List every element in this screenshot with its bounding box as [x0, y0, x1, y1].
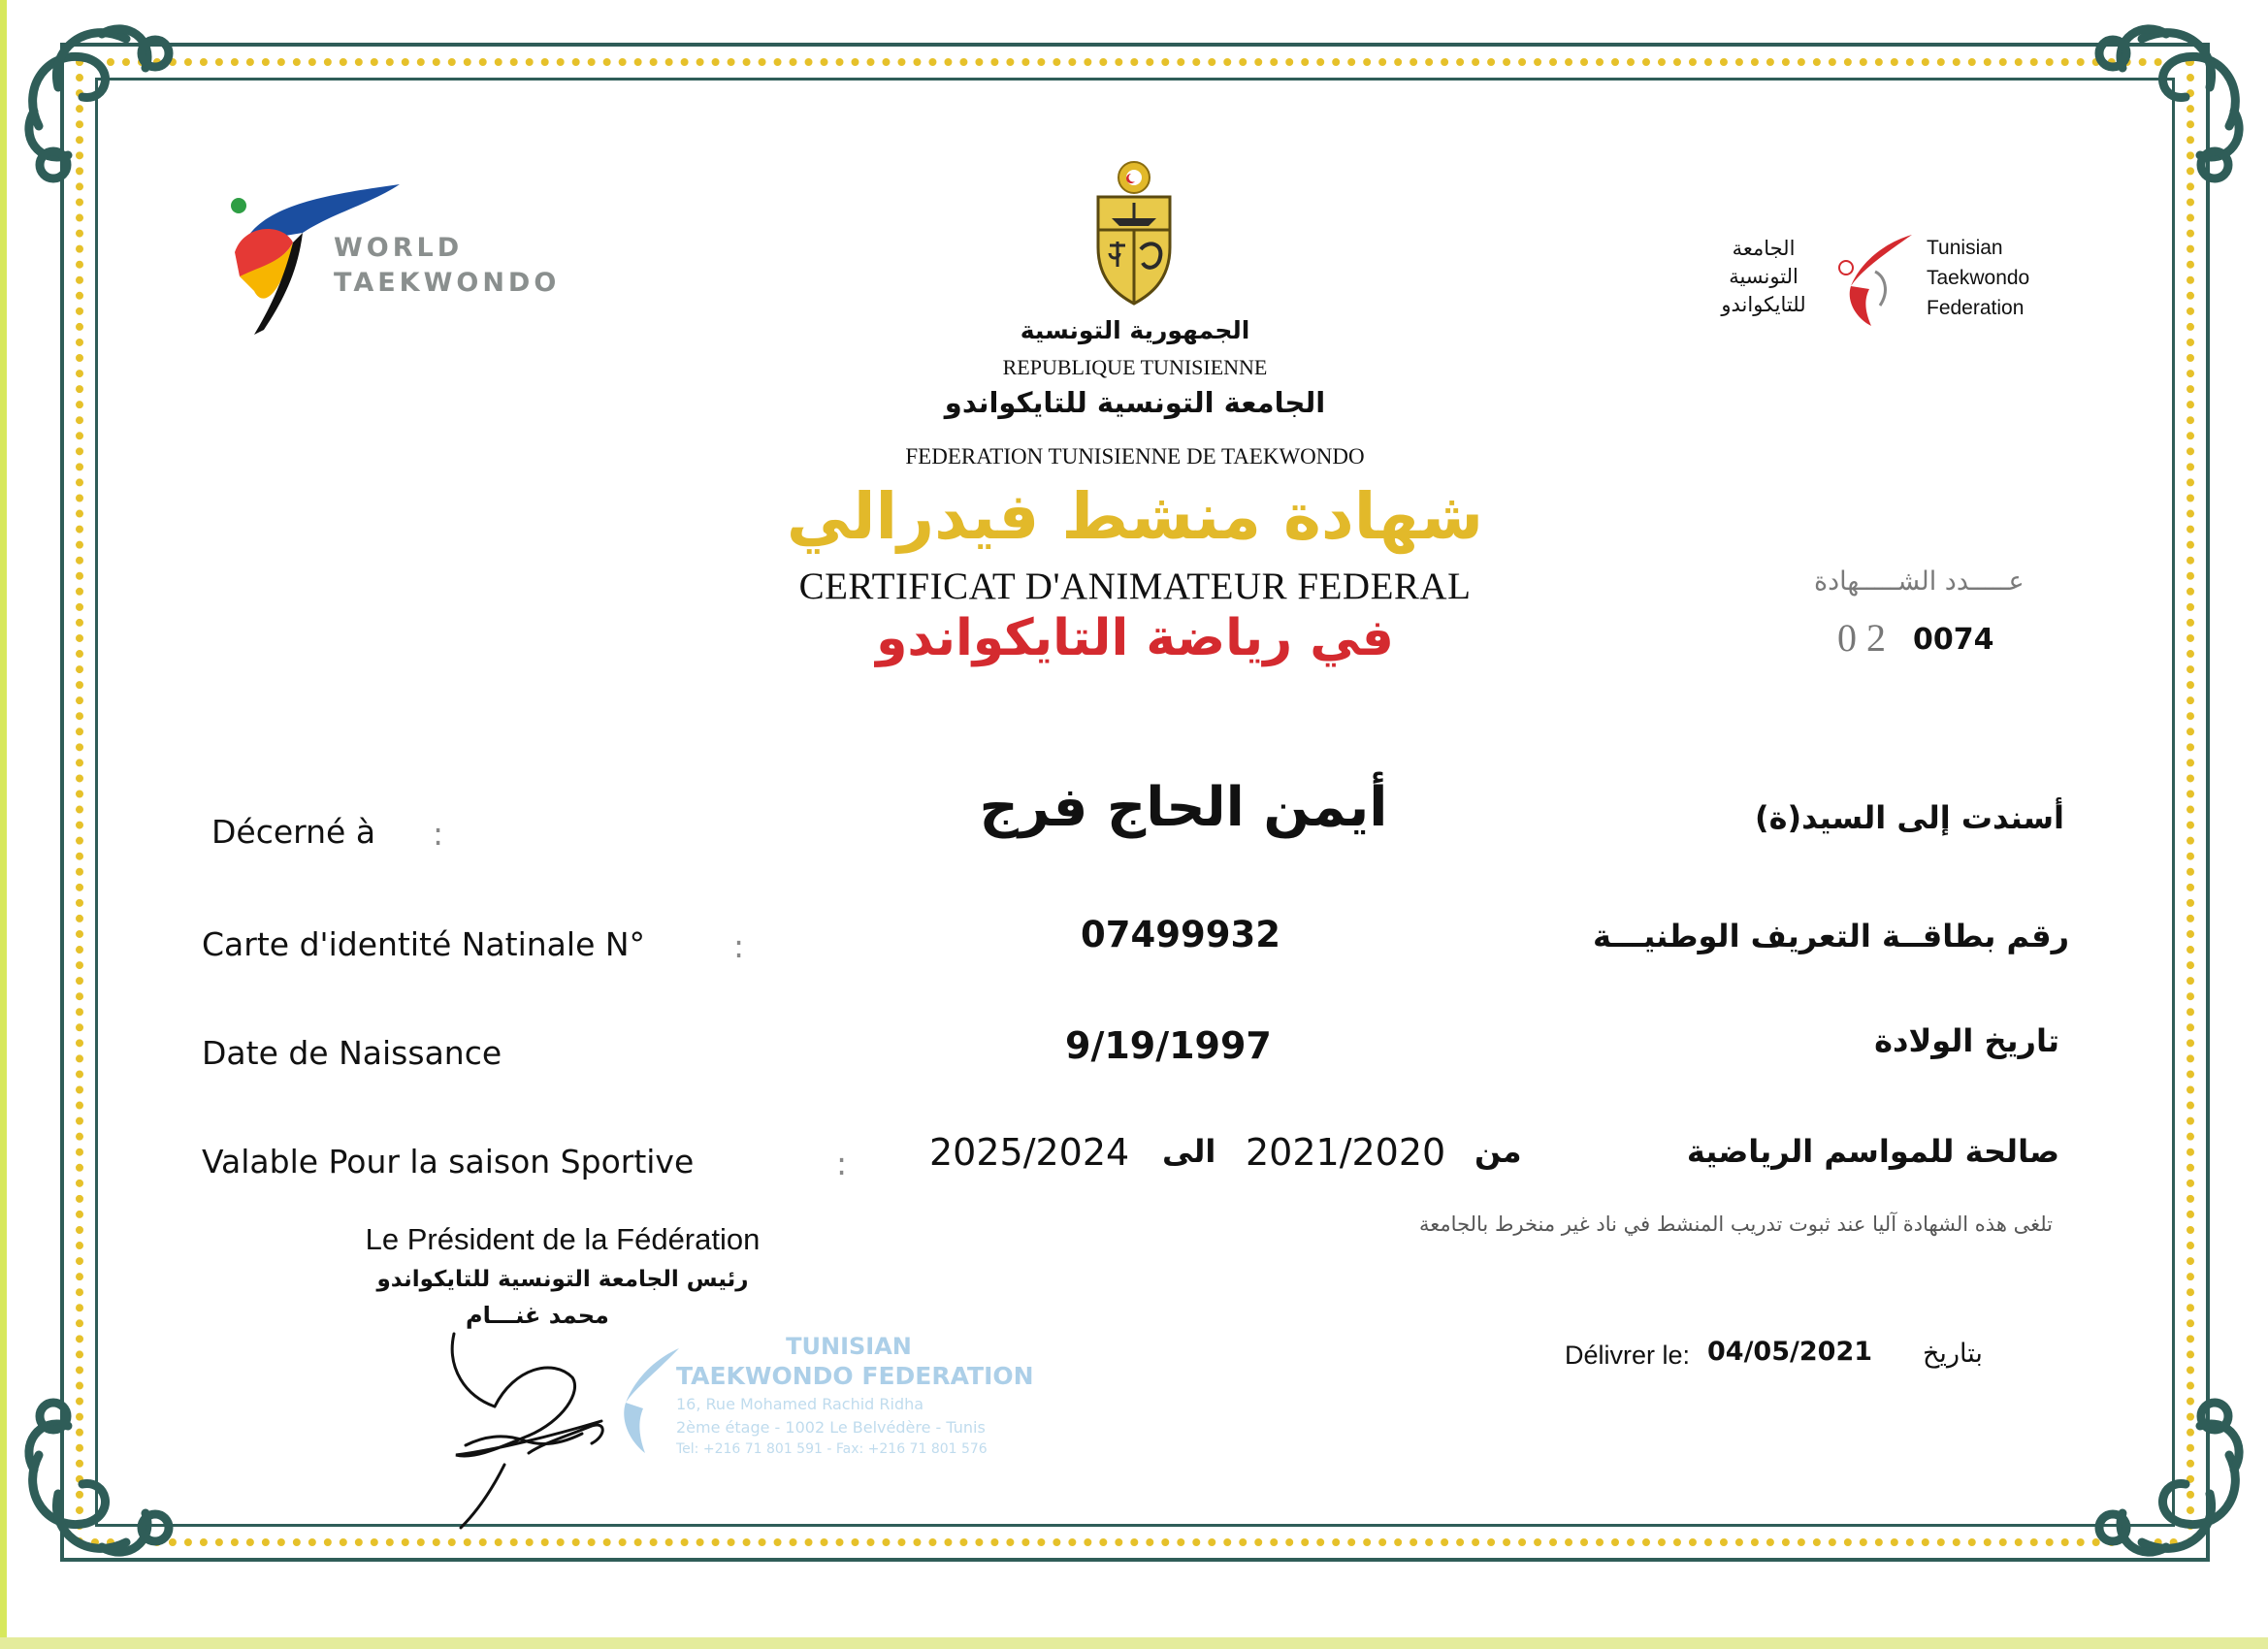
republic-arabic: الجمهورية التونسية [1020, 316, 1250, 344]
republic-french: REPUBLIQUE TUNISIENNE [1002, 355, 1268, 379]
id-card-number: 07499932 [1081, 914, 1280, 955]
ttf-logo-english-line3: Federation [1927, 297, 2025, 319]
recipient-name: أيمن الحاج فرج [979, 776, 1388, 839]
birth-date: 9/19/1997 [1065, 1024, 1272, 1067]
tunisian-taekwondo-federation-logo [1705, 233, 2045, 340]
corner-ornament-bottom-right [2064, 1377, 2258, 1571]
federation-arabic: الجامعة التونسية للتايكواندو [944, 386, 1326, 419]
stamp-line2: TAEKWONDO FEDERATION [676, 1362, 1034, 1390]
season-label-arabic: صالحة للمواسم الرياضية [1686, 1133, 2059, 1170]
id-card-label-french: Carte d'identité Natinale N° [202, 925, 646, 963]
world-taekwondo-logo [225, 184, 574, 340]
season-to-word: الى [1162, 1133, 1216, 1170]
id-card-label-arabic: رقم بطاقــة التعريف الوطنيـــة [1593, 918, 2069, 954]
season-to-value: 2025/2024 [929, 1131, 1130, 1174]
season-label-french: Valable Pour la saison Sportive [202, 1143, 695, 1180]
ttf-logo-english-line1: Tunisian [1927, 237, 2003, 259]
president-signature [437, 1329, 631, 1533]
ttf-logo-arabic-line1: الجامعة [1732, 237, 1796, 260]
ttf-logo-arabic-line2: التونسية [1729, 265, 1798, 288]
delivery-date: 04/05/2021 [1707, 1337, 1873, 1367]
stamp-line1: TUNISIAN [786, 1333, 912, 1360]
certificate-title-french: CERTIFICAT D'ANIMATEUR FEDERAL [798, 566, 1472, 607]
season-separator: : [836, 1145, 848, 1182]
ttf-emblem-icon [1836, 233, 1916, 330]
ttf-logo-arabic-line3: للتايكواندو [1721, 293, 1806, 316]
birth-date-label-french: Date de Naissance [202, 1034, 502, 1072]
awarded-label-french: Décerné à [211, 813, 376, 851]
president-title-french: Le Président de la Fédération [365, 1222, 761, 1256]
world-taekwondo-line1: WORLD [334, 233, 464, 263]
scan-edge-bottom [0, 1637, 2268, 1649]
id-card-separator: : [733, 927, 745, 965]
ttf-logo-english-line2: Taekwondo [1927, 267, 2030, 289]
ttf-logo-english [1927, 233, 2029, 323]
stamp-line3: 16, Rue Mohamed Rachid Ridha [676, 1395, 924, 1413]
scan-edge-left [0, 0, 7, 1649]
season-from-word: من [1474, 1133, 1522, 1170]
certificate-number: 0074 [1913, 623, 1994, 657]
corner-ornament-top-right [2064, 10, 2258, 204]
tunisia-coat-of-arms-icon [1090, 160, 1178, 306]
certificate-number-label-arabic: عـــــدد الشـــــهادة [1814, 566, 2025, 597]
awarded-label-arabic: أسندت إلى السيد(ة) [1754, 799, 2064, 836]
president-title-arabic: رئيس الجامعة التونسية للتايكواندو [376, 1267, 749, 1292]
certificate-number-prefix: 0 2 [1837, 616, 1886, 660]
birth-date-label-arabic: تاريخ الولادة [1874, 1022, 2059, 1059]
president-name-arabic: محمد غنـــام [466, 1302, 609, 1329]
certificate-note-arabic: تلغى هذه الشهادة آليا عند ثبوت تدريب المنشط في ناد غير منخرط بالجامعة [1419, 1212, 2053, 1236]
stamp-line4: 2ème étage - 1002 Le Belvédère - Tunis [676, 1418, 986, 1437]
awarded-separator: : [433, 815, 444, 853]
certificate-title-arabic: شهادة منشط فيدرالي [786, 479, 1484, 554]
ttf-logo-arabic [1705, 235, 1822, 319]
federation-stamp [606, 1325, 1033, 1490]
world-taekwondo-line2: TAEKWONDO [334, 268, 561, 298]
federation-french: FEDERATION TUNISIENNE DE TAEKWONDO [905, 444, 1365, 469]
certificate-subtitle-arabic: في رياضة التايكواندو [876, 609, 1394, 667]
season-from-value: 2021/2020 [1246, 1131, 1446, 1174]
delivery-label-arabic: بتاريخ [1923, 1339, 1983, 1369]
corner-ornament-top-left [10, 10, 204, 204]
stamp-line5: Tel: +216 71 801 591 - Fax: +216 71 801 576 [676, 1441, 988, 1457]
corner-ornament-bottom-left [10, 1377, 204, 1571]
delivery-label-french: Délivrer le: [1565, 1341, 1691, 1370]
